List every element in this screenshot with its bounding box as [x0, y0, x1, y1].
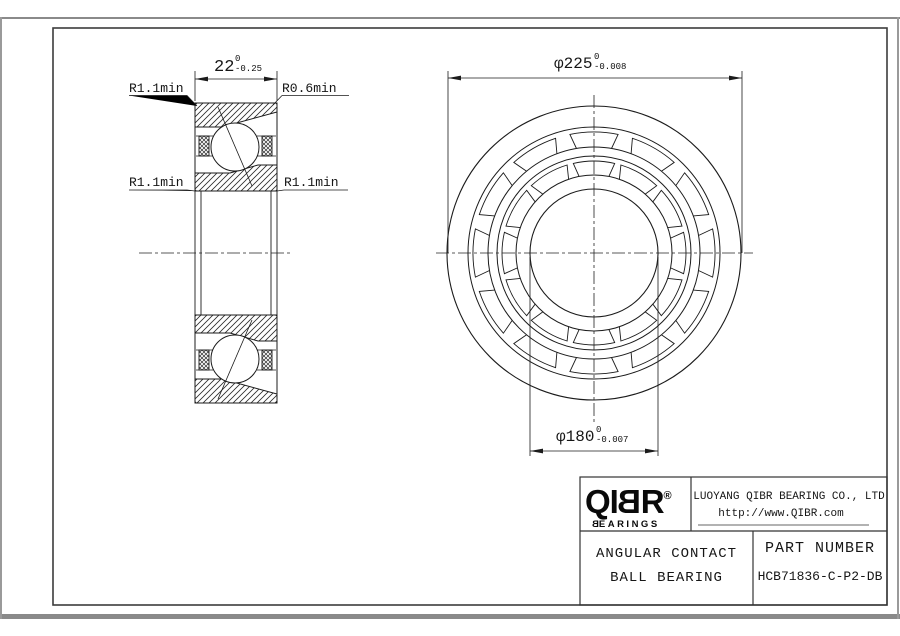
qibr-logo-wordmark: QIBR®: [585, 483, 672, 520]
bore-dia-tol-lower: -0.007: [596, 435, 629, 445]
dim-arrow: [645, 449, 658, 454]
fillet-label-top-left: R1.1min: [129, 81, 184, 96]
width-dim-value: 22: [214, 58, 235, 77]
part-number-label: PART NUMBER: [764, 540, 876, 557]
outer-dia-tol-lower: -0.008: [594, 62, 627, 72]
width-dim-tol-upper: 0: [235, 54, 241, 64]
cage-pocket: [531, 312, 568, 341]
fillet-label-mid-right: R1.1min: [284, 175, 339, 190]
bore-dia-tolerance: [596, 425, 628, 445]
outer-dia-symbol: φ: [554, 55, 564, 73]
bore-dia-dimension: [530, 257, 658, 456]
dim-arrow: [264, 77, 277, 82]
cage-pocket: [506, 278, 535, 315]
outer-dia-tol-upper: 0: [594, 52, 600, 62]
cage-pocket: [653, 190, 682, 227]
company-website: http://www.QIBR.com: [718, 508, 844, 520]
outer-dia-tolerance: [594, 52, 626, 72]
cage-pocket: [506, 190, 535, 227]
cage-section-bottom-left: [199, 350, 209, 370]
bore-dia-value: 180: [565, 428, 595, 446]
cage-pocket: [619, 312, 656, 341]
bore-dia-dim-text: [556, 429, 594, 445]
outer-dia-dim-text: [554, 56, 592, 72]
product-name-line2: BALL BEARING: [610, 570, 723, 586]
fillet-label-mid-left: R1.1min: [129, 175, 184, 190]
qibr-logo: [585, 481, 672, 530]
bore-dia-symbol: φ: [556, 428, 566, 446]
dim-arrow: [195, 77, 208, 82]
width-dim-tolerance: [235, 54, 262, 74]
company-name: LUOYANG QIBR BEARING CO., LTD: [693, 491, 885, 503]
cage-section-bottom-right: [262, 350, 272, 370]
product-name-line1: ANGULAR CONTACT: [595, 546, 738, 562]
dim-arrow: [729, 76, 742, 81]
qibr-logo-subtext: BEARINGS: [592, 519, 660, 530]
cage-pocket: [653, 278, 682, 315]
cage-pocket: [531, 165, 568, 194]
front-view-centerlines: [436, 95, 753, 424]
bore-dia-tol-upper: 0: [596, 425, 602, 435]
cage-section-top-left: [199, 136, 209, 156]
dim-arrow: [530, 449, 543, 454]
outer-dia-value: 225: [563, 55, 593, 73]
cage-section-top-right: [262, 136, 272, 156]
dim-arrow: [448, 76, 461, 81]
registered-trademark-icon: ®: [663, 490, 672, 502]
width-dimension: [195, 71, 277, 101]
width-dim-tol-lower: -0.25: [235, 64, 263, 74]
fillet-label-top-right: R0.6min: [282, 81, 337, 96]
cage-pocket: [619, 165, 656, 194]
outer-dia-dimension: [448, 71, 742, 253]
part-number-value: HCB71836-C-P2-DB: [757, 569, 883, 584]
page-edge-lines: [0, 17, 900, 619]
